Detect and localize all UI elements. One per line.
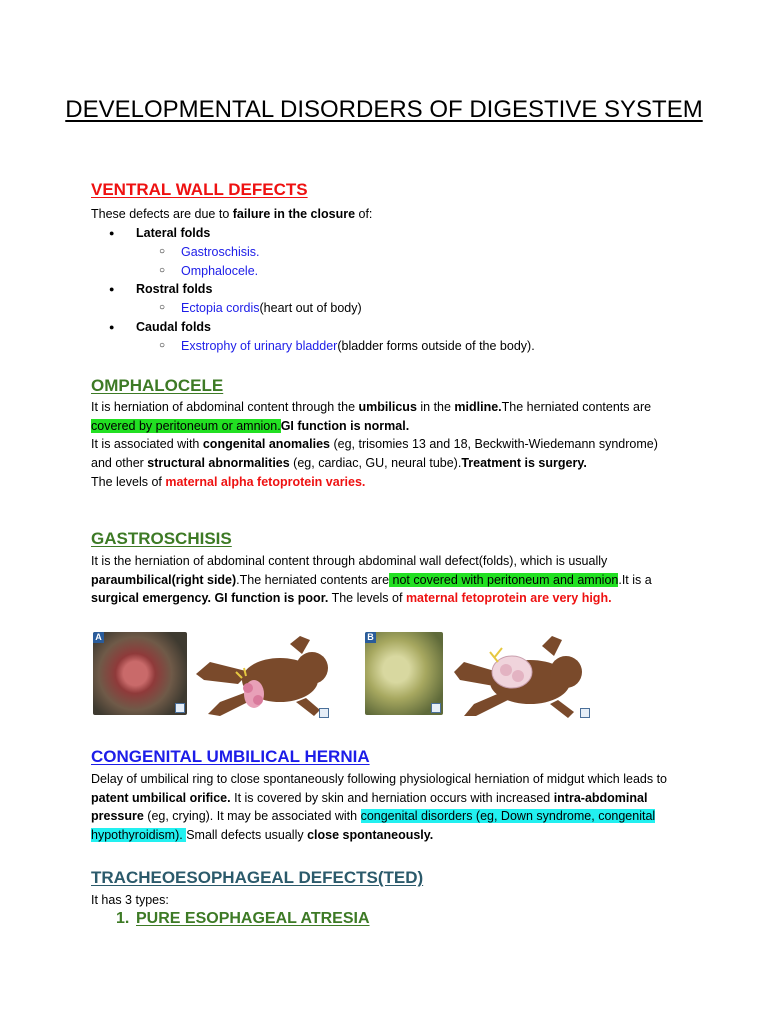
figure-a-photo[interactable]: [93, 632, 187, 715]
ted-intro: It has 3 types:: [91, 893, 169, 907]
ventral-wall-heading: VENTRAL WALL DEFECTS: [91, 180, 308, 199]
figure-b-photo[interactable]: [365, 632, 443, 715]
sub-bullet-omphalocele: ○ Omphalocele.: [181, 262, 258, 280]
ted-list-number: 1.: [116, 910, 130, 927]
sub-bullet-exstrophy: ○ Exstrophy of urinary bladder(bladder forms outside of the body).: [181, 337, 535, 355]
page-title: DEVELOPMENTAL DISORDERS OF DIGESTIVE SYSTEM: [65, 96, 703, 123]
zoom-icon[interactable]: [431, 703, 441, 713]
ted-heading: TRACHEOESOPHAGEAL DEFECTS(TED): [91, 868, 424, 887]
sub-bullet-gastroschisis: ○ Gastroschisis.: [181, 243, 260, 261]
omphalocele-heading: OMPHALOCELE: [91, 376, 224, 395]
ventral-intro: These defects are due to failure in the closure of:: [91, 207, 373, 221]
figure-b-label: B: [365, 632, 376, 643]
figure-a-drawing-baby-gastroschisis: [190, 632, 330, 720]
gastroschisis-heading: GASTROSCHISIS: [91, 529, 232, 548]
bullet-lateral-folds: ● Lateral folds: [136, 224, 210, 242]
omphalocele-paragraph: It is herniation of abdominal content through the umbilicus in the midline.The herniated contents are covered by peritoneum or amnion.GI function is normal. It is associated with congenital anomalies (eg, trisomies 13 and 18, Beckwith-Wiedemann syndrome) and other structural abnormalities (eg, cardiac, GU, neural tube).Treatment is surgery. The levels of maternal alpha fetoprotein varies.: [91, 400, 658, 489]
figure-a-label: A: [93, 632, 104, 643]
gastroschisis-paragraph: It is the herniation of abdominal content through abdominal wall defect(folds), which is usually paraumbilical(right side).The herniated contents are not covered with peritoneum and amnion.It is a surgical emergency. GI function is poor. The levels of maternal fetoprotein are very high.: [91, 554, 652, 606]
umbilical-hernia-heading: CONGENITAL UMBILICAL HERNIA: [91, 747, 370, 766]
bullet-caudal-folds: ● Caudal folds: [136, 318, 211, 336]
sub-bullet-ectopia-cordis: ○ Ectopia cordis(heart out of body): [181, 299, 362, 317]
figure-b-drawing-baby-omphalocele: [450, 632, 590, 720]
bullet-rostral-folds: ● Rostral folds: [136, 280, 212, 298]
umbilical-hernia-paragraph: Delay of umbilical ring to close spontaneously following physiological herniation of midgut which leads to patent umbilical orifice. It is covered by skin and herniation occurs with increased intra-abdominal pressure (eg, crying). It may be associated with congenital disorders (eg, Down syndrome, congenital hypothyroidism). Small defects usually close spontaneously.: [91, 772, 668, 843]
zoom-icon[interactable]: [580, 708, 590, 718]
zoom-icon[interactable]: [175, 703, 185, 713]
zoom-icon[interactable]: [319, 708, 329, 718]
ted-item-pure-esophageal-atresia: PURE ESOPHAGEAL ATRESIA: [136, 910, 370, 927]
